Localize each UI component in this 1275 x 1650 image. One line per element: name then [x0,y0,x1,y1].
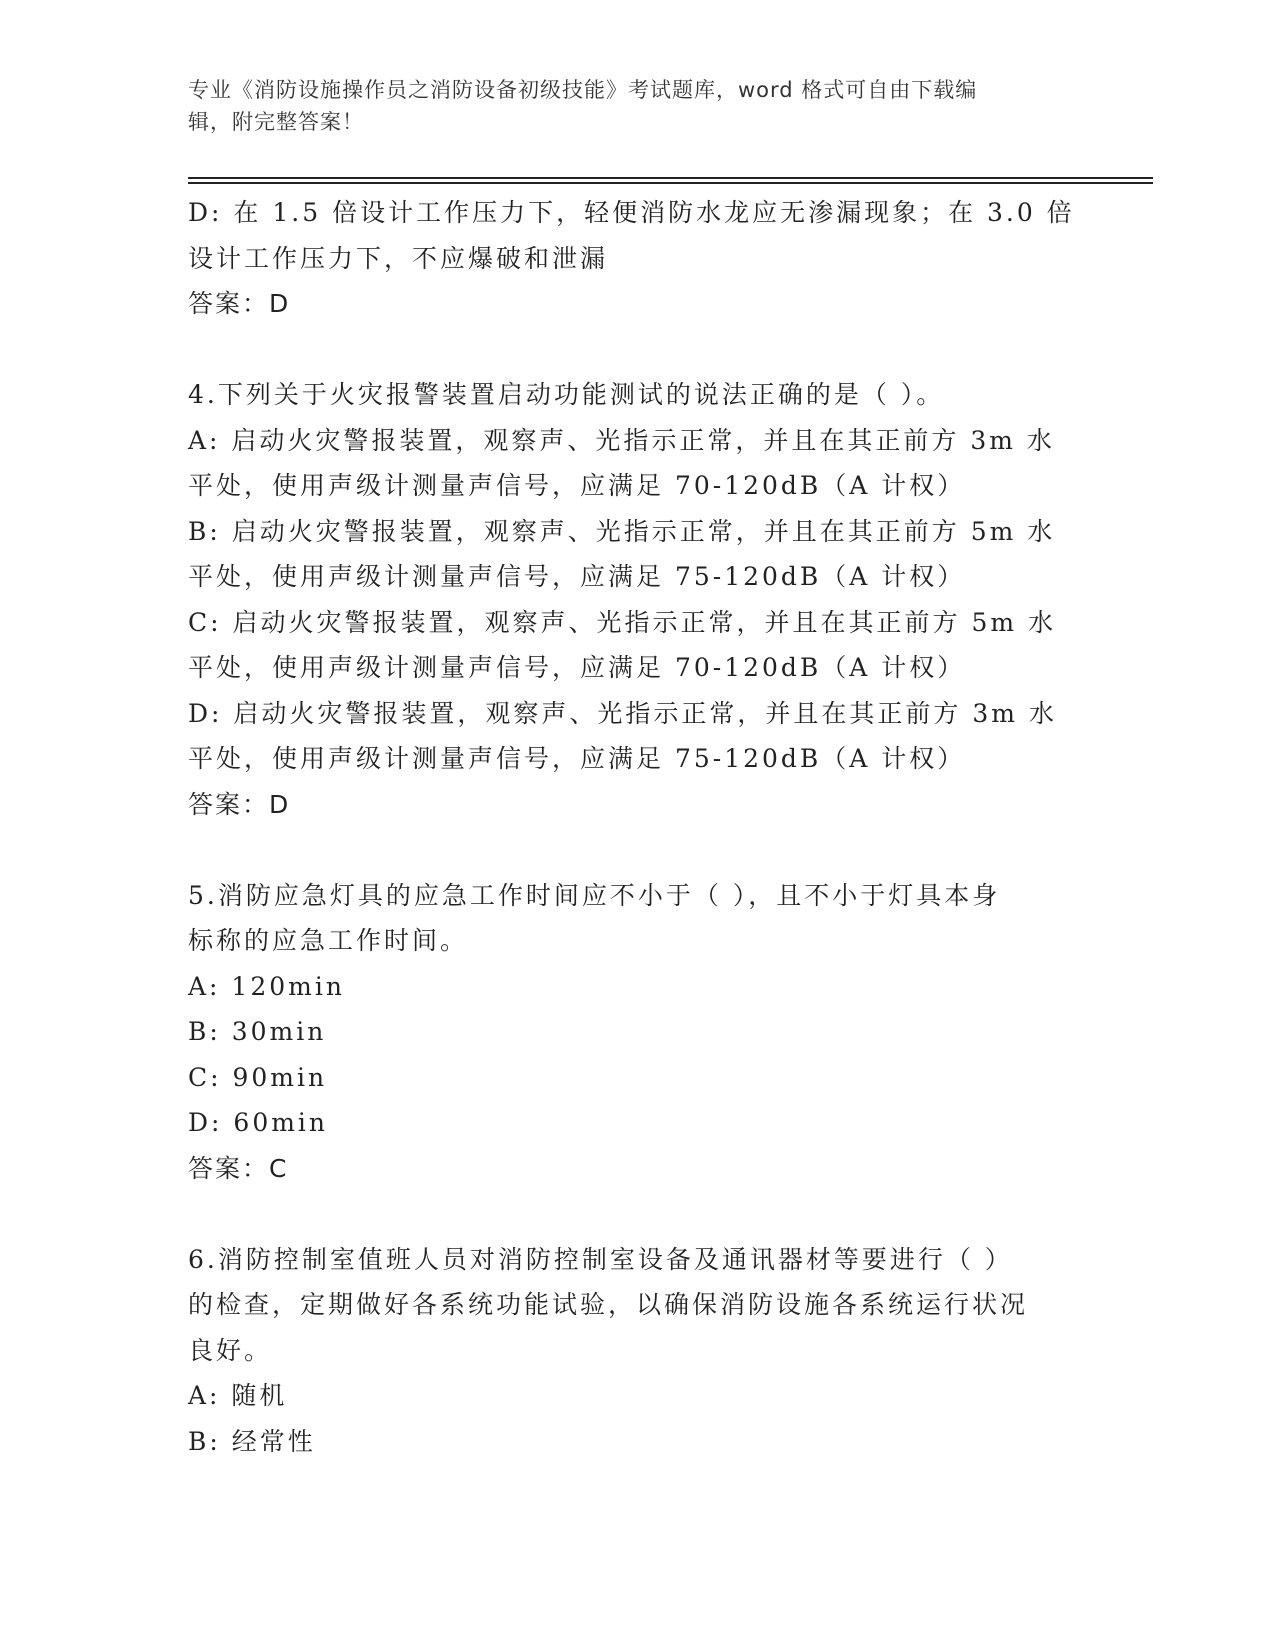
header-rule-bottom [188,182,1153,184]
q4-option-b-line-1: B: 启动火灾警报装置，观察声、光指示正常，并且在其正前方 5m 水 [188,516,1056,546]
q6-stem-line-3: 良好。 [188,1335,273,1365]
header-line-1: 专业《消防设施操作员之消防设备初级技能》考试题库，word 格式可自由下载编 [188,78,978,102]
q5-option-d: D: 60min [188,1108,329,1137]
q6-stem-line-1: 6.消防控制室值班人员对消防控制室设备及通讯器材等要进行（ ） [188,1244,1013,1274]
q4-option-b-line-2: 平处，使用声级计测量声信号，应满足 75-120dB（A 计权） [188,562,966,591]
question-3-tail [188,190,1088,327]
q3-option-d-line-2: 设计工作压力下，不应爆破和泄漏 [188,243,609,273]
question-content [188,190,1088,1464]
header-rule-top [188,177,1153,179]
q5-option-c: C: 90min [188,1062,328,1092]
q5-stem-line-1: 5.消防应急灯具的应急工作时间应不小于（ ），且不小于灯具本身 [188,880,1001,910]
q5-answer: 答案：C [188,1153,289,1183]
q4-option-a-line-1: A: 启动火灾警报装置，观察声、光指示正常，并且在其正前方 3m 水 [188,425,1055,455]
q5-stem-line-2: 标称的应急工作时间。 [188,926,469,955]
q4-option-d-line-1: D: 启动火灾警报装置，观察声、光指示正常，并且在其正前方 3m 水 [188,698,1057,728]
q4-option-a-line-2: 平处，使用声级计测量声信号，应满足 70-120dB（A 计权） [188,471,966,500]
document-header [188,74,1068,138]
q6-stem-line-2: 的检查，定期做好各系统功能试验，以确保消防设施各系统运行状况 [188,1290,1029,1319]
spacer [188,827,1088,873]
q4-option-c-line-2: 平处，使用声级计测量声信号，应满足 70-120dB（A 计权） [188,653,966,682]
q4-stem: 4.下列关于火灾报警装置启动功能测试的说法正确的是（ ）。 [188,380,945,409]
question-5 [188,873,1088,1192]
question-6 [188,1237,1088,1465]
spacer [188,327,1088,373]
q5-option-a: A: 120min [188,971,345,1001]
q4-option-d-line-2: 平处，使用声级计测量声信号，应满足 75-120dB（A 计权） [188,744,966,773]
header-line-2: 辑，附完整答案！ [188,110,364,134]
q3-option-d-line-1: D: 在 1.5 倍设计工作压力下，轻便消防水龙应无渗漏现象；在 3.0 倍 [188,198,1075,227]
q6-option-b: B: 经常性 [188,1426,316,1456]
spacer [188,1191,1088,1237]
q4-option-c-line-1: C: 启动火灾警报装置，观察声、光指示正常，并且在其正前方 5m 水 [188,607,1057,637]
q5-option-b: B: 30min [188,1017,327,1046]
q6-option-a: A: 随机 [188,1381,288,1410]
q4-answer: 答案：D [188,789,291,819]
question-4 [188,372,1088,827]
q3-answer: 答案：D [188,289,291,318]
